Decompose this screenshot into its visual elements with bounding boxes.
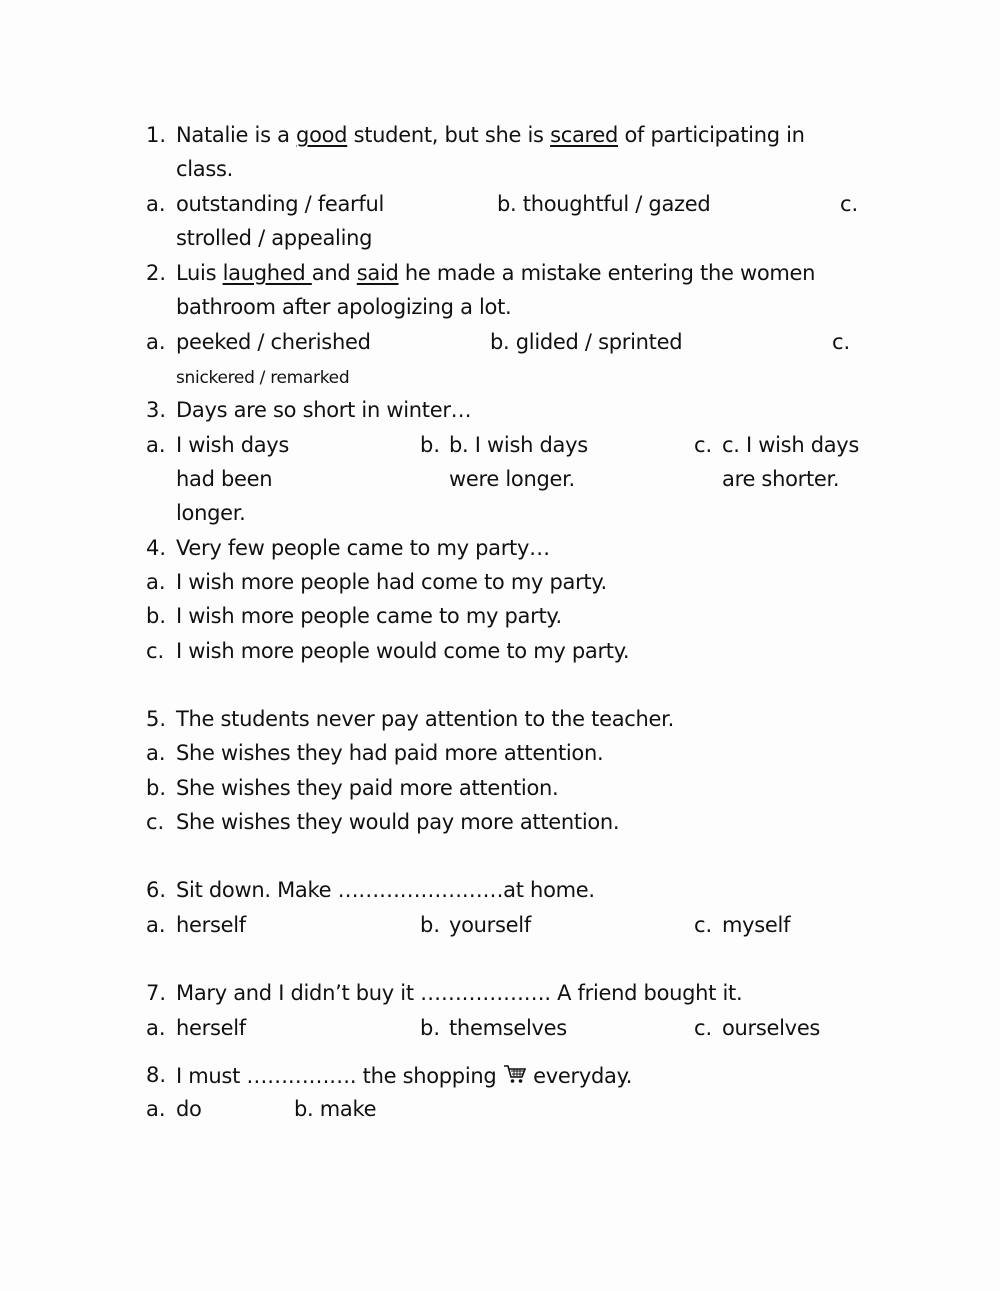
option-a-line1[interactable]: I wish days [176, 433, 290, 457]
question-stem-line2: bathroom after apologizing a lot. [176, 295, 512, 319]
question-number: 1. [146, 123, 167, 147]
question-stem: Mary and I didn’t buy it ………………. A friend bought it. [176, 981, 743, 1005]
question-stem-line2: class. [176, 157, 234, 181]
option-letter: a. [146, 741, 166, 765]
option-letter: b. [420, 913, 441, 937]
option-a-line3[interactable]: longer. [176, 501, 246, 525]
option-letter: c. [146, 810, 165, 834]
question-stem: I must ……………. the shopping everyday. [176, 1064, 633, 1088]
option-b[interactable]: b. thoughtful / gazed [497, 192, 711, 216]
option-a[interactable]: I wish more people had come to my party. [176, 570, 607, 594]
question-stem: The students never pay attention to the teacher. [176, 707, 674, 731]
question-stem: Luis laughed and said he made a mistake entering the women [176, 261, 816, 285]
option-letter: a. [146, 1097, 166, 1121]
question-stem: Very few people came to my party… [176, 536, 550, 560]
question-number: 5. [146, 707, 167, 731]
option-letter: a. [146, 330, 166, 354]
option-c[interactable]: strolled / appealing [176, 226, 373, 250]
underlined-word: said [356, 261, 399, 285]
option-c[interactable]: She wishes they would pay more attention. [176, 810, 620, 834]
option-a[interactable]: peeked / cherished [176, 330, 371, 354]
option-a[interactable]: do [176, 1097, 202, 1121]
option-c[interactable]: ourselves [722, 1016, 821, 1040]
question-number: 7. [146, 981, 167, 1005]
question-number: 2. [146, 261, 167, 285]
underlined-word: scared [550, 123, 619, 147]
option-b-line2[interactable]: were longer. [449, 467, 575, 491]
option-b-line1[interactable]: b. I wish days [449, 433, 588, 457]
option-b[interactable]: b. make [294, 1097, 377, 1121]
option-c[interactable]: snickered / remarked [176, 368, 350, 388]
option-a[interactable]: herself [176, 913, 246, 937]
option-a[interactable]: herself [176, 1016, 246, 1040]
option-letter: b. [420, 433, 441, 457]
option-c[interactable]: myself [722, 913, 791, 937]
option-a[interactable]: outstanding / fearful [176, 192, 385, 216]
option-letter: a. [146, 570, 166, 594]
question-stem: Natalie is a good student, but she is scared of participating in [176, 123, 805, 147]
option-b[interactable]: She wishes they paid more attention. [176, 776, 559, 800]
option-letter: c. [694, 433, 713, 457]
question-number: 6. [146, 878, 167, 902]
option-letter: c. [832, 330, 851, 354]
option-letter: b. [146, 776, 167, 800]
question-stem: Days are so short in winter… [176, 398, 472, 422]
shopping-cart-icon [503, 1063, 527, 1090]
option-c-line2[interactable]: are shorter. [722, 467, 840, 491]
option-b[interactable]: I wish more people came to my party. [176, 604, 562, 628]
option-letter: a. [146, 1016, 166, 1040]
option-c-line1[interactable]: c. I wish days [722, 433, 860, 457]
question-stem: Sit down. Make ……………………at home. [176, 878, 595, 902]
option-c[interactable]: I wish more people would come to my party. [176, 639, 630, 663]
option-letter: c. [840, 192, 859, 216]
underlined-word: laughed [222, 261, 312, 285]
question-number: 4. [146, 536, 167, 560]
underlined-word: good [296, 123, 348, 147]
option-b[interactable]: themselves [449, 1016, 567, 1040]
option-letter: c. [694, 913, 713, 937]
question-number: 3. [146, 398, 167, 422]
option-a-line2[interactable]: had been [176, 467, 273, 491]
option-letter: a. [146, 433, 166, 457]
option-letter: c. [694, 1016, 713, 1040]
option-letter: b. [420, 1016, 441, 1040]
option-letter: c. [146, 639, 165, 663]
option-a[interactable]: She wishes they had paid more attention. [176, 741, 604, 765]
option-letter: a. [146, 913, 166, 937]
option-letter: b. [146, 604, 167, 628]
option-b[interactable]: b. glided / sprinted [490, 330, 683, 354]
question-number: 8. [146, 1063, 167, 1087]
option-b[interactable]: yourself [449, 913, 531, 937]
option-letter: a. [146, 192, 166, 216]
